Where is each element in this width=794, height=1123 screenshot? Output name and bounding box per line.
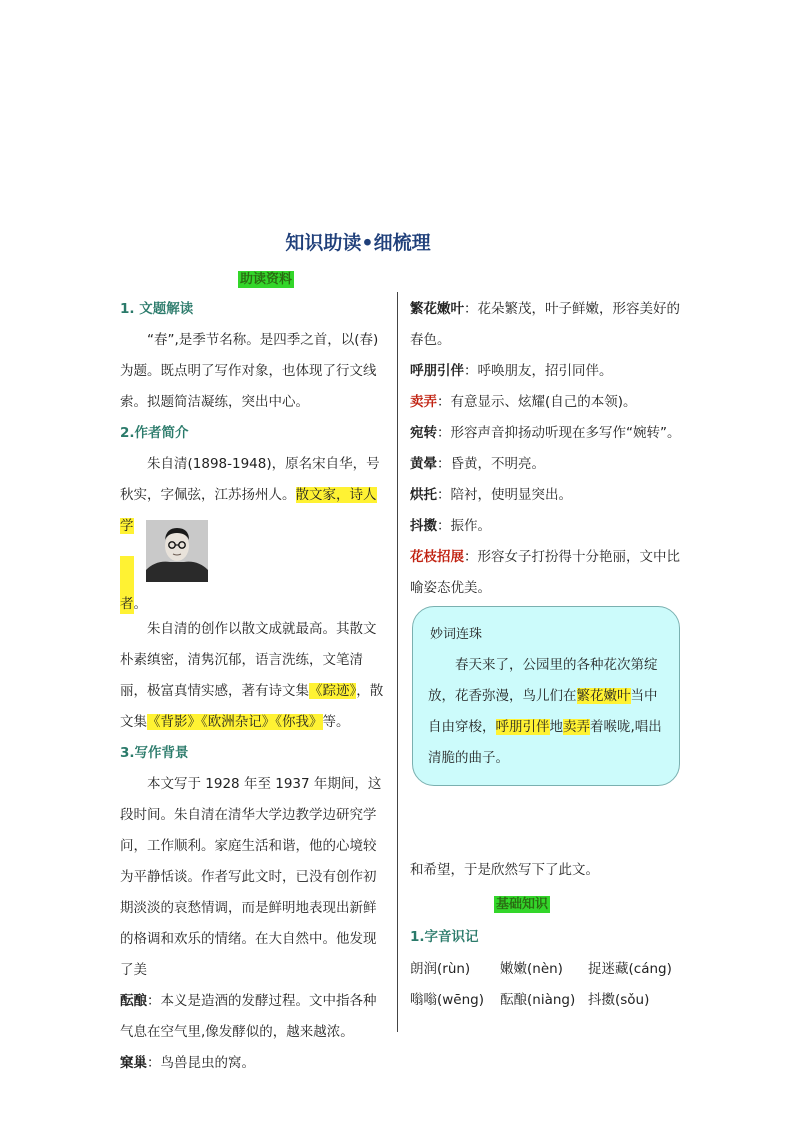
term-mainong: 卖弄 xyxy=(410,394,437,410)
right-column xyxy=(410,294,692,604)
column-divider xyxy=(397,292,398,1032)
def-hupengyinban: ：呼唤朋友，招引同伴。 xyxy=(464,363,613,379)
practice-t3: 地 xyxy=(549,719,563,735)
works-a: 朱自清的创作以散文成就最高。其散文朴素缜密，清隽沉郁，语言洗练，文笔清丽，极富真情实感，著有诗文集 xyxy=(120,621,377,699)
pinyin-row-2-item-3: 抖擞(sǒu) xyxy=(588,992,650,1008)
author-works-text xyxy=(120,614,385,738)
highlight-essay-collections: 《背影》《欧洲杂记》《你我》 xyxy=(147,714,323,730)
pinyin-row-1-item-2: 嫩嫩(nèn) xyxy=(500,961,563,977)
term-huazhizhaozhan: 花枝招展 xyxy=(410,549,464,565)
works-b: ，散文集 xyxy=(120,683,384,730)
term-wanzhuan: 宛转 xyxy=(410,425,437,441)
def-hongtuo: ：陪衬，使明显突出。 xyxy=(437,487,572,503)
gloss-huangyun xyxy=(410,449,692,480)
term-kechao: 窠巢 xyxy=(120,1055,147,1071)
title-interpretation-text: “春”,是季节名称。是四季之首，以(春)为题。既点明了写作对象，也体现了行文线索。拟题简洁凝练，突出中心。 xyxy=(120,332,379,410)
term-hongtuo: 烘托 xyxy=(410,487,437,503)
basics-tag: 基础知识 xyxy=(496,897,549,912)
gloss-yunniang xyxy=(120,986,385,1048)
term-fanhuanenye: 繁花嫩叶 xyxy=(410,301,464,317)
def-huazhizhaozhan: ：形容女子打扮得十分艳丽，文中比喻姿态优美。 xyxy=(410,549,680,596)
pinyin-row-1-item-3: 捉迷藏(cáng) xyxy=(588,961,672,977)
gloss-huazhizhaozhan xyxy=(410,542,680,604)
def-dousou: ：振作。 xyxy=(437,518,491,534)
def-fanhuanenye: ：花朵繁茂，叶子鲜嫩，形容美好的春色。 xyxy=(410,301,680,348)
word-practice-text xyxy=(428,650,664,774)
practice-t4: 着喉咙,唱出清脆的曲子。 xyxy=(428,719,662,766)
heading-author-intro: 2.作者简介 xyxy=(120,425,189,441)
term-yunniang: 酝酿 xyxy=(120,993,147,1009)
term-hupengyinban: 呼朋引伴 xyxy=(410,363,464,379)
gloss-dousou xyxy=(410,511,692,542)
practice-t2: 当中自由穿梭， xyxy=(428,688,658,735)
heading-title-interpretation: 1. 文题解读 xyxy=(120,301,194,317)
practice-hl-mainong: 卖弄 xyxy=(563,719,590,735)
highlight-scholar: 者 xyxy=(120,556,134,614)
gloss-hongtuo xyxy=(410,480,692,511)
practice-hl-hupengyinban: 呼朋引伴 xyxy=(495,719,550,735)
reading-material-tag: 助读资料 xyxy=(240,272,293,287)
left-column xyxy=(120,294,385,1079)
word-practice-paragraph xyxy=(428,650,664,774)
word-practice-title: 妙词连珠 xyxy=(430,627,483,642)
def-kechao: ：鸟兽昆虫的窝。 xyxy=(147,1055,255,1071)
highlight-zongji: 《踪迹》 xyxy=(309,683,357,699)
pinyin-row-2-item-2: 酝酿(niàng) xyxy=(500,992,576,1008)
author-intro-b: 。 xyxy=(133,596,147,612)
gloss-hupengyinban xyxy=(410,356,692,387)
author-photo xyxy=(146,520,208,582)
highlight-essayist: 散文家，诗人学 xyxy=(120,487,377,534)
author-portrait-image xyxy=(146,520,208,582)
def-yunniang: ：本义是造酒的发酵过程。文中指各种气息在空气里,像发酵似的，越来越浓。 xyxy=(120,993,377,1040)
gloss-mainong xyxy=(410,387,692,418)
author-intro-a: 朱自清(1898-1948)，原名宋自华，号秋实，字佩弦，江苏扬州人。 xyxy=(120,456,380,503)
def-wanzhuan: ：形容声音抑扬动听现在多写作“婉转”。 xyxy=(437,425,681,441)
heading-background: 3.写作背景 xyxy=(120,745,189,761)
def-mainong: ：有意显示、炫耀(自己的本领)。 xyxy=(437,394,637,410)
pinyin-row-2-item-1: 嗡嗡(wēng) xyxy=(410,992,485,1008)
section-tag-basics-wrap xyxy=(494,893,550,912)
section-tag-reading xyxy=(238,268,294,287)
practice-t1: 春天来了，公园里的各种花次第绽放，花香弥漫，鸟儿们在 xyxy=(428,657,658,704)
gloss-wanzhuan xyxy=(410,418,692,449)
background-continuation: 和希望，于是欣然写下了此文。 xyxy=(410,862,599,878)
def-huangyun: ：昏黄，不明亮。 xyxy=(437,456,545,472)
page-title: 知识助读•细梳理 xyxy=(285,232,431,254)
term-dousou: 抖擞 xyxy=(410,518,437,534)
heading-pronunciation: 1.字音识记 xyxy=(410,929,479,945)
background-text: 本文写于 1928 年至 1937 年期间，这段时间。朱自清在清华大学边教学边研究学问，工作顺利。家庭生活和谐，他的心境较为平静恬谈。作者写此文时，已没有创作初期淡淡的哀愁情调，而是鲜明地表现出新鲜的格调和欢乐的情绪。在大自然中。他发现了美 xyxy=(120,776,382,978)
gloss-fanhuanenye xyxy=(410,294,692,356)
gloss-kechao xyxy=(120,1048,385,1079)
term-huangyun: 黄晕 xyxy=(410,456,437,472)
pinyin-row-1-item-1: 朗润(rùn) xyxy=(410,961,471,977)
works-c: 等。 xyxy=(322,714,350,730)
practice-hl-fanhuanenye: 繁花嫩叶 xyxy=(576,688,631,704)
